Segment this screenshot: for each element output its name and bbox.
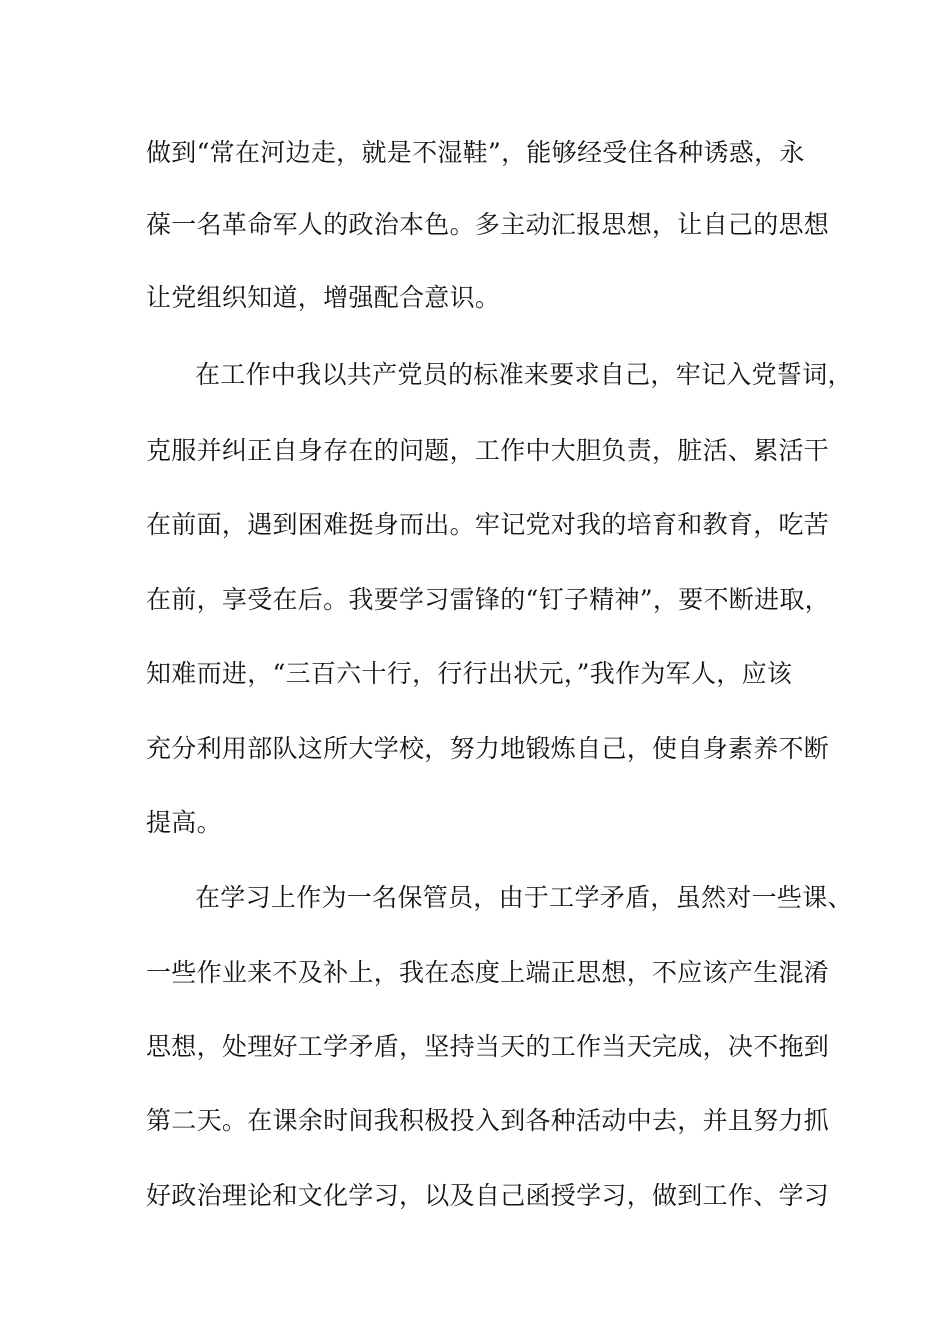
text-line: 在前面，遇到困难挺身而出。牢记党对我的培育和教育，吃苦 bbox=[146, 510, 830, 539]
text-line: 葆一名革命军人的政治本色。多主动汇报思想，让自己的思想 bbox=[146, 210, 830, 239]
paragraph-start-line: 在工作中我以共产党员的标准来要求自己，牢记入党誓词， bbox=[195, 360, 853, 389]
text-line: 提高。 bbox=[146, 808, 222, 837]
text-line: 好政治理论和文化学习，以及自己函授学习，做到工作、学习 bbox=[146, 1181, 830, 1210]
paragraph-start-line: 在学习上作为一名保管员，由于工学矛盾，虽然对一些课、 bbox=[195, 883, 853, 912]
text-line: 思想，处理好工学矛盾，坚持当天的工作当天完成，决不拖到 bbox=[146, 1032, 830, 1061]
text-line: 让党组织知道，增强配合意识。 bbox=[146, 283, 501, 312]
text-line: 充分利用部队这所大学校，努力地锻炼自己，使自身素养不断 bbox=[146, 734, 830, 763]
text-line: 在前，享受在后。我要学习雷锋的“钉子精神”，要不断进取， bbox=[146, 585, 830, 614]
text-line: 一些作业来不及补上，我在态度上端正思想，不应该产生混淆 bbox=[146, 958, 830, 987]
text-line: 第二天。在课余时间我积极投入到各种活动中去，并且努力抓 bbox=[146, 1106, 830, 1135]
text-line: 做到“常在河边走，就是不湿鞋”，能够经受住各种诱惑，永 bbox=[146, 138, 805, 167]
text-line: 克服并纠正自身存在的问题，工作中大胆负责，脏活、累活干 bbox=[146, 436, 830, 465]
text-line: 知难而进，“三百六十行，行行出状元，”我作为军人，应该 bbox=[146, 659, 793, 688]
